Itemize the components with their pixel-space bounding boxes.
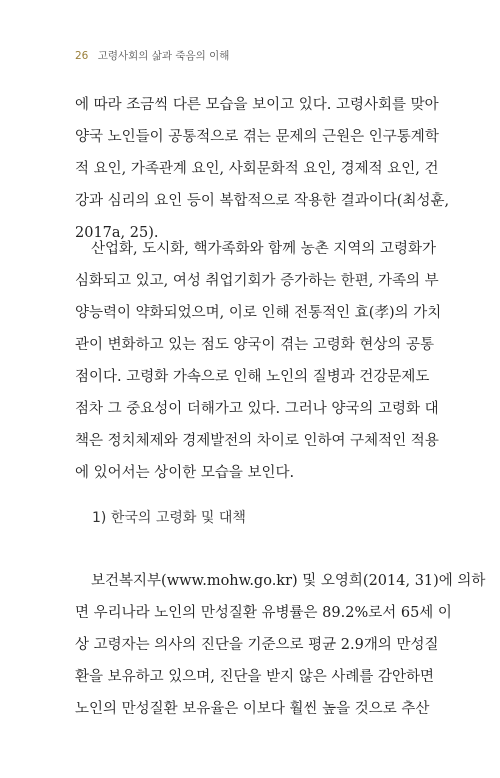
text-line: 에 따라 조금씩 다른 모습을 보이고 있다. 고령사회를 맞아 — [75, 97, 439, 113]
text-line: 노인의 만성질환 보유율은 이보다 훨씬 높을 것으로 추산 — [75, 701, 430, 717]
text-line: 강과 심리의 요인 등이 복합적으로 작용한 결과이다(최성훈, — [75, 193, 450, 209]
section-heading: 1) 한국의 고령화 및 대책 — [92, 510, 246, 526]
text-line: 관이 변화하고 있는 점도 양국이 겪는 고령화 현상의 공통 — [75, 337, 435, 353]
text-line: 점이다. 고령화 가속으로 인해 노인의 질병과 건강문제도 — [75, 369, 430, 385]
text-line: 환을 보유하고 있으며, 진단을 받지 않은 사례를 감안하면 — [75, 669, 435, 685]
text-line: 2017a, 25). — [75, 225, 159, 241]
text-line: 양국 노인들이 공통적으로 겪는 문제의 근원은 인구통계학 — [75, 129, 439, 145]
text-line: 점차 그 중요성이 더해가고 있다. 그러나 양국의 고령화 대 — [75, 401, 439, 417]
text-line: 에 있어서는 상이한 모습을 보인다. — [75, 465, 295, 481]
paragraph-3 — [75, 565, 486, 725]
text-line: 심화되고 있고, 여성 취업기회가 증가하는 한편, 가족의 부 — [75, 273, 439, 289]
paragraph-2 — [75, 233, 442, 489]
running-header-title: 고령사회의 삶과 죽음의 이해 — [97, 50, 230, 62]
text-line: 면 우리나라 노인의 만성질환 유병률은 89.2%로서 65세 이 — [75, 605, 452, 621]
page-number: 26 — [75, 50, 89, 62]
text-line: 적 요인, 가족관계 요인, 사회문화적 요인, 경제적 요인, 건 — [75, 161, 439, 177]
text-line: 양능력이 약화되었으며, 이로 인해 전통적인 효(孝)의 가치 — [75, 305, 442, 321]
text-line: 책은 정치체제와 경제발전의 차이로 인하여 구체적인 적용 — [75, 433, 439, 449]
running-header — [75, 48, 229, 63]
text-line: 보건복지부(www.mohw.go.kr) 및 오영희(2014, 31)에 의하 — [91, 573, 486, 589]
text-line: 상 고령자는 의사의 진단을 기준으로 평균 2.9개의 만성질 — [75, 637, 439, 653]
text-line: 산업화, 도시화, 핵가족화와 함께 농촌 지역의 고령화가 — [91, 241, 437, 257]
